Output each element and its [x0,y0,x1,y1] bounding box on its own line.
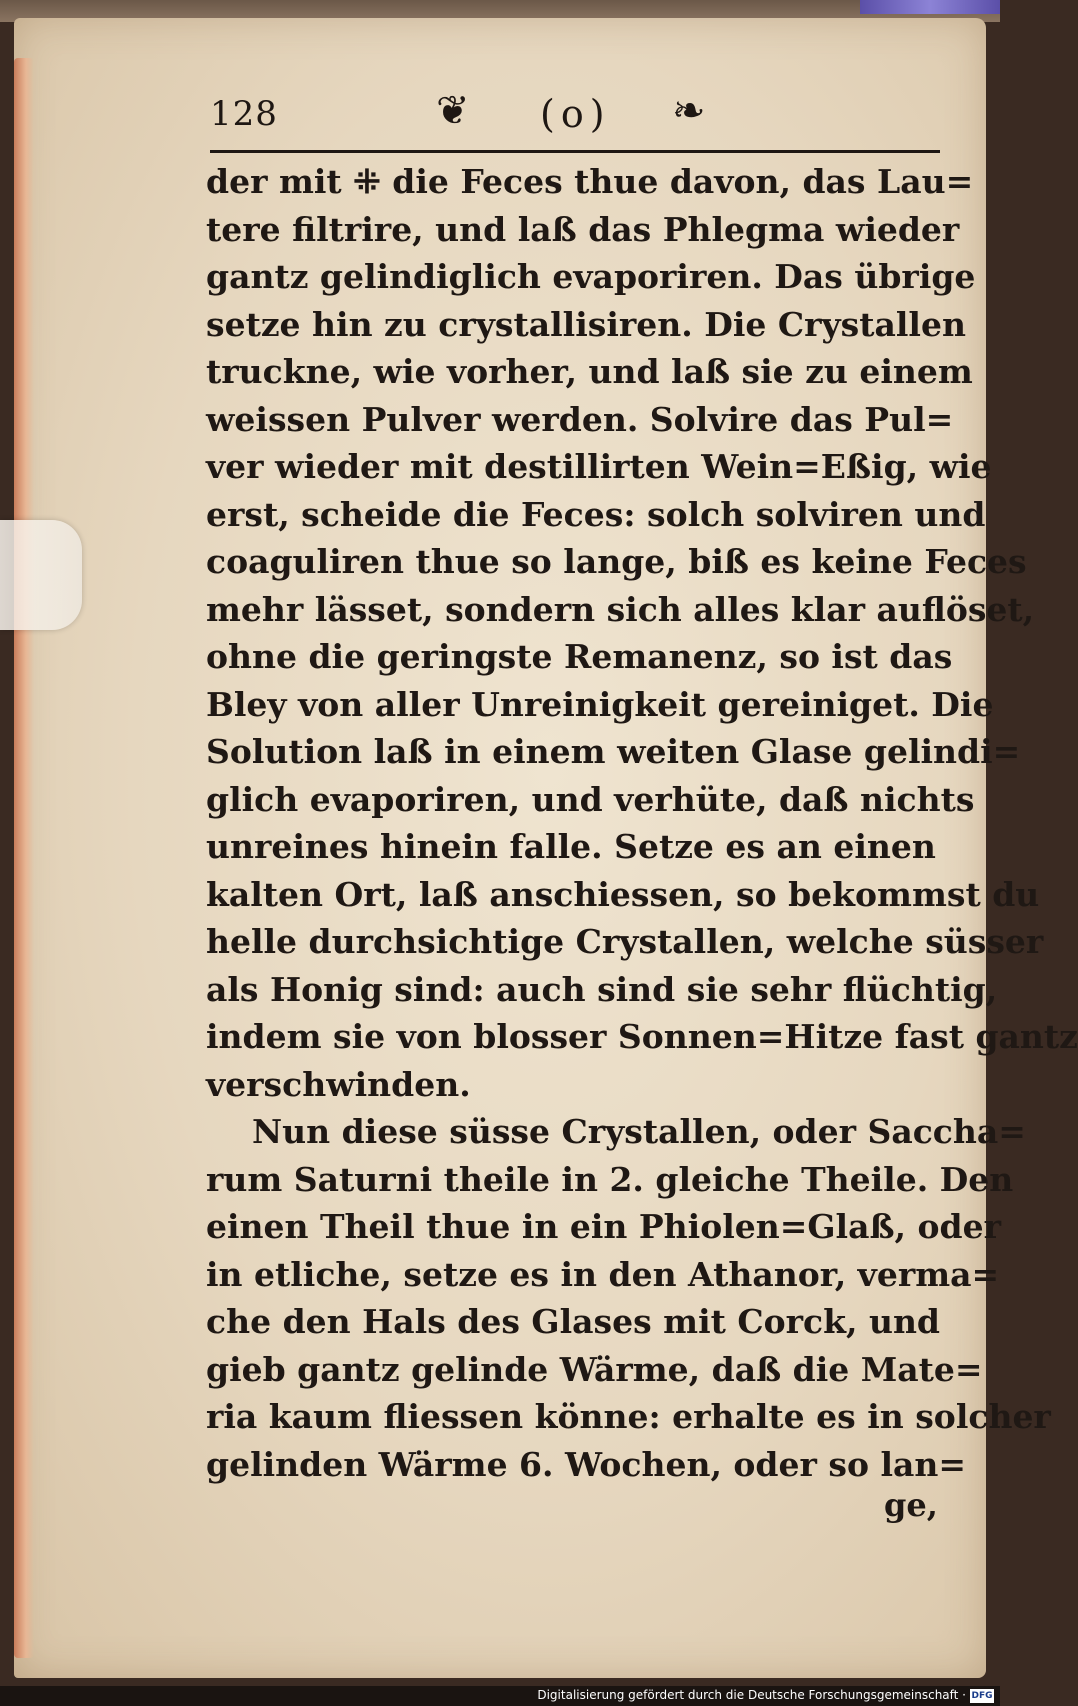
text-line: coaguliren thue so lange, biß es keine Feces [206,542,1027,581]
text-line: che den Hals des Glases mit Corck, und [206,1302,941,1341]
page-number: 128 [210,94,278,134]
page-clip [0,520,82,630]
text-line: verschwinden. [206,1064,471,1104]
text-line: ria kaum fliessen könne: erhalte es in solcher [206,1397,1051,1436]
dfg-logo: DFG [971,1691,993,1701]
text-line: in etliche, setze es in den Athanor, verma= [206,1254,1000,1294]
running-header [210,88,940,148]
text-line: unreines hinein falle. Setze es an einen [206,827,936,866]
bookmark-ribbon [860,0,1000,14]
body-text [206,158,1078,1488]
text-line: glich evaporiren, und verhüte, daß nichts [206,779,975,819]
text-line: helle durchsichtige Crystallen, welche süsser [206,922,1044,961]
text-line: Solution laß in einem weiten Glase gelindi= [206,732,1021,771]
digitization-credit: Digitalisierung gefördert durch die Deutsche Forschungsgemeinschaft · [537,1688,966,1702]
text-line: truckne, wie vorher, und laß sie zu einem [206,352,973,391]
text-line: gieb gantz gelinde Wärme, daß die Mate= [206,1349,983,1389]
header-mark: (o) [540,92,611,136]
catchword: ge, [884,1486,938,1524]
text-line: erst, scheide die Feces: solch solviren und [206,494,986,534]
text-line: rum Saturni theile in 2. gleiche Theile. Den [206,1159,1014,1199]
text-line: tere filtrire, und laß das Phlegma wieder [206,209,960,249]
text-line: ohne die geringste Remanenz, so ist das [206,637,953,676]
text-line: indem sie von blosser Sonnen=Hitze fast gantz [206,1017,1078,1056]
text-line: mehr lässet, sondern sich alles klar auflöset, [206,589,1035,629]
text-line: weissen Pulver werden. Solvire das Pul= [206,399,954,439]
text-line: ver wieder mit destillirten Wein=Eßig, wie [206,447,992,486]
floral-ornament-icon: ❧ [672,88,706,134]
text-line: gelinden Wärme 6. Wochen, oder so lan= [206,1444,967,1484]
text-line: Nun diese süsse Crystallen, oder Saccha= [206,1112,1026,1151]
text-line: der mit ⁜ die Feces thue davon, das Lau= [206,162,974,201]
text-line: einen Theil thue in ein Phiolen=Glaß, oder [206,1207,1001,1246]
text-line: setze hin zu crystallisiren. Die Crystallen [206,304,966,344]
text-line: kalten Ort, laß anschiessen, so bekommst du [206,874,1040,914]
floral-ornament-icon: ❦ [436,88,470,134]
header-rule [210,150,940,153]
text-line: Bley von aller Unreinigkeit gereiniget. Die [206,684,994,724]
text-line: als Honig sind: auch sind sie sehr flüchtig, [206,969,998,1009]
page-edge [14,58,34,1658]
text-line: gantz gelindiglich evaporiren. Das übrige [206,257,976,296]
